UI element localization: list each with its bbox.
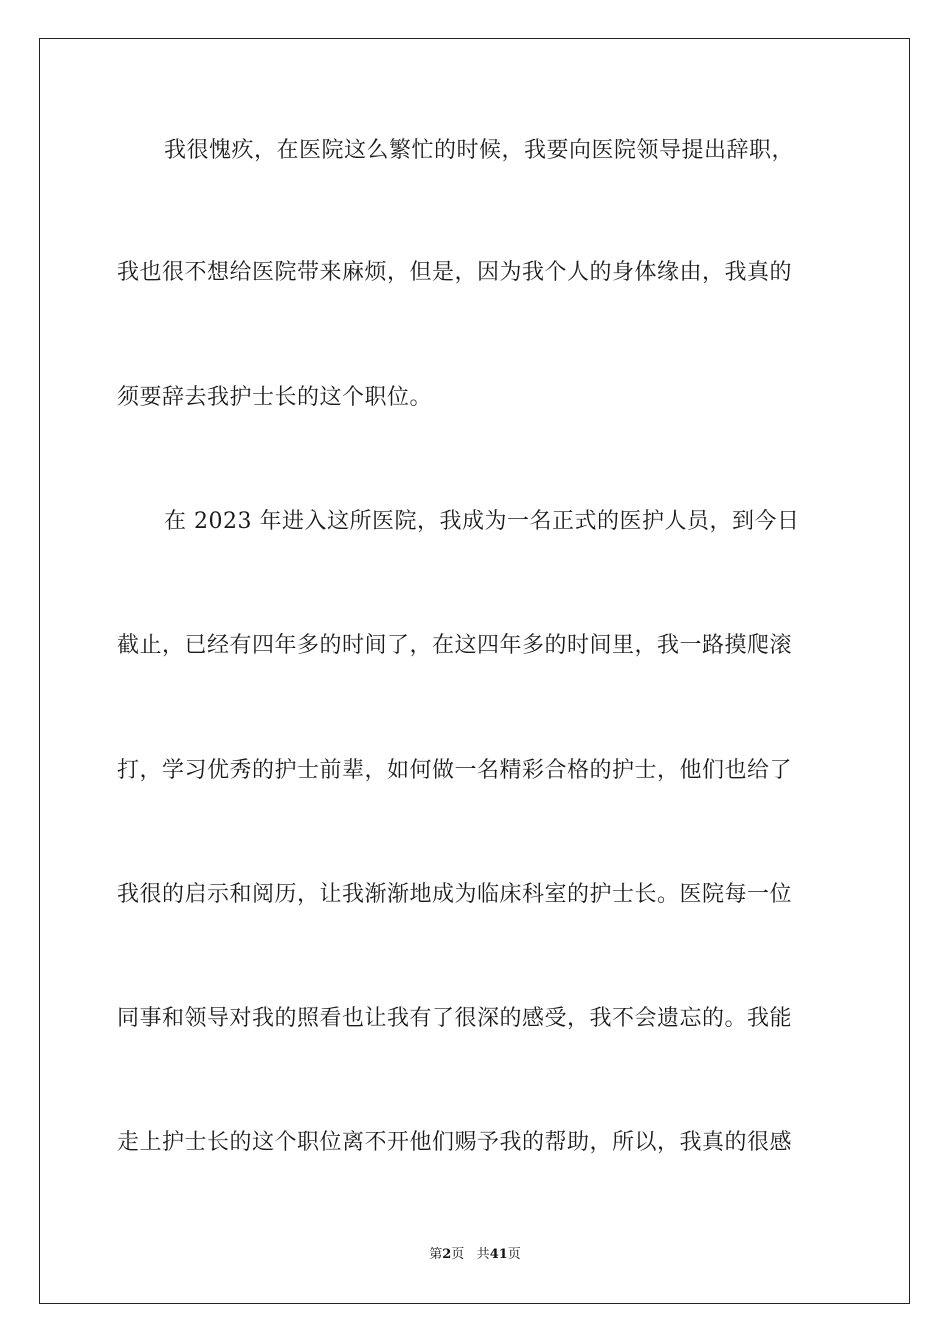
paragraph-line: 我很愧疚，在医院这么繁忙的时候，我要向医院领导提出辞职，: [164, 138, 795, 163]
page-number: 2: [442, 1247, 452, 1262]
page-frame: [39, 38, 910, 1304]
paragraph-line: 须要辞去我护士长的这个职位。: [117, 385, 433, 410]
paragraph-line: 我也很不想给医院带来麻烦，但是，因为我个人的身体缘由，我真的: [117, 260, 793, 285]
paragraph-line: 打，学习优秀的护士前辈，如何做一名精彩合格的护士，他们也给了: [117, 758, 793, 783]
paragraph-line: 同事和领导对我的照看也让我有了很深的感受，我不会遗忘的。我能: [117, 1006, 793, 1031]
paragraph-line: 截止，已经有四年多的时间了，在这四年多的时间里，我一路摸爬滚: [117, 633, 793, 658]
total-label-prefix: 共: [476, 1247, 490, 1262]
paragraph-line: 走上护士长的这个职位离不开他们赐予我的帮助，所以，我真的很感: [117, 1130, 793, 1155]
page-label-prefix: 第: [429, 1247, 443, 1262]
total-pages: 41: [489, 1247, 508, 1262]
paragraph-line: 在 2023 年进入这所医院，我成为一名正式的医护人员，到今日: [164, 509, 800, 534]
page-footer: [0, 1246, 950, 1264]
page-label-suffix: 页: [451, 1247, 465, 1262]
paragraph-line: 我很的启示和阅历，让我渐渐地成为临床科室的护士长。医院每一位: [117, 882, 793, 907]
total-label-suffix: 页: [507, 1247, 521, 1262]
